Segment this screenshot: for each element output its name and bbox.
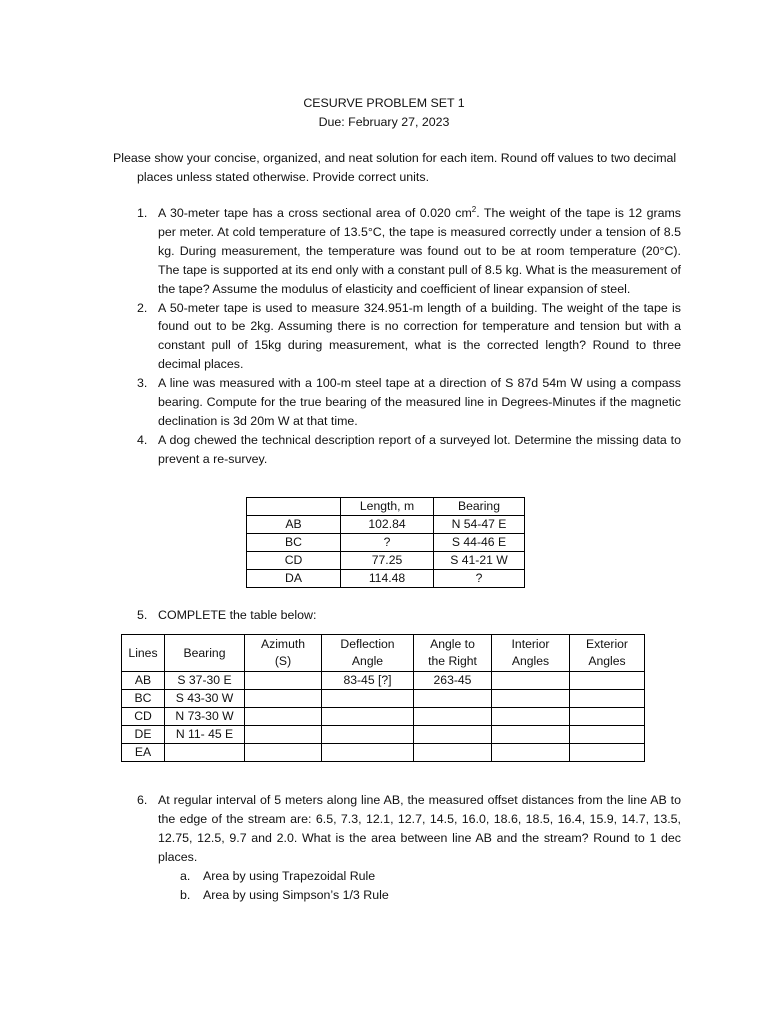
table-cell (492, 672, 570, 690)
subitem-label: a. (180, 868, 191, 883)
table-cell: S 43-30 W (165, 690, 245, 708)
problem-number: 1. (137, 206, 148, 220)
table-cell (245, 726, 322, 744)
problem-1 (113, 204, 681, 299)
table-cell (245, 690, 322, 708)
table-cell (414, 708, 492, 726)
table-cell: ? (341, 534, 434, 552)
table-row (122, 726, 645, 744)
table-row (247, 552, 525, 570)
table-cell (570, 726, 645, 744)
problem-number: 3. (137, 376, 148, 391)
table-cell (414, 744, 492, 762)
problem-text: COMPLETE the table below: (158, 608, 317, 622)
table-row (247, 570, 525, 588)
problem-6 (113, 791, 681, 867)
subitem-b (113, 886, 681, 905)
table-row (247, 516, 525, 534)
table-cell (414, 690, 492, 708)
problem-6-block (113, 791, 681, 904)
table-header-cell: Bearing (165, 635, 245, 672)
instructions-line-2: places unless stated otherwise. Provide correct units. (137, 169, 430, 184)
subitem-text: Area by using Simpson’s 1/3 Rule (203, 887, 389, 902)
table-header-row (122, 635, 645, 672)
table-cell (322, 708, 414, 726)
table-header-cell: Lines (122, 635, 165, 672)
table-row (122, 690, 645, 708)
problem-number: 5. (137, 608, 148, 622)
problem-list (113, 204, 681, 469)
table-cell (492, 708, 570, 726)
problem-text: A dog chewed the technical description report of a surveyed lot. Determine the missing data to prevent a re-survey. (158, 432, 681, 466)
table-cell (570, 672, 645, 690)
problem-text: At regular interval of 5 meters along line AB, the measured offset distances from the line AB to the edge of the stream are: 6.5, 7.3, 12.1, 12.7, 14.5, 16.0, 18.6, 18.5, 16.4, 15.9, 14.7, 13.5, 12.75, 12.5, 9.7 and 2.0. What is the area between line AB and the stream? Round to 1 dec places. (158, 793, 681, 864)
traverse-table (121, 634, 645, 762)
table-cell (570, 690, 645, 708)
document-title: CESURVE PROBLEM SET 1 (303, 96, 465, 110)
table-header-cell: Deflection Angle (322, 635, 414, 672)
problem-2 (113, 299, 681, 375)
table-cell: 77.25 (341, 552, 434, 570)
table-cell: 263-45 (414, 672, 492, 690)
table-row (122, 672, 645, 690)
table-cell: AB (122, 672, 165, 690)
table-row (247, 534, 525, 552)
table-header-cell (247, 498, 341, 516)
table-cell: ? (434, 570, 525, 588)
table-cell (492, 744, 570, 762)
table-cell: CD (247, 552, 341, 570)
table-cell: CD (122, 708, 165, 726)
table-cell (570, 744, 645, 762)
due-date: Due: February 27, 2023 (318, 115, 450, 129)
table-cell: EA (122, 744, 165, 762)
table-cell (165, 744, 245, 762)
problem-text: A 30-meter tape has a cross sectional area of 0.020 cm (158, 206, 472, 220)
problem-text-cont: . The weight of the tape is 12 grams per meter. At cold temperature of 13.5°C, the tape is measured correctly under a tension of 8.5 kg. During measurement, the temperature was found out to be at room temperature (20°C). The tape is supported at its end only with a constant pull of 8.5 kg. What is the measurement of the tape? Assume the modulus of elasticity and coefficient of linear expansion of steel. (158, 206, 681, 296)
subitem-text: Area by using Trapezoidal Rule (203, 868, 376, 883)
table-header-cell: Bearing (434, 498, 525, 516)
table-cell: N 54-47 E (434, 516, 525, 534)
problem-5 (113, 606, 316, 625)
problem-number: 2. (137, 300, 148, 315)
problem-number: 6. (137, 793, 148, 807)
table-cell (322, 690, 414, 708)
superscript: 2 (471, 204, 477, 214)
table-cell: 83-45 [?] (322, 672, 414, 690)
table-cell (414, 726, 492, 744)
subitem-a (113, 867, 681, 886)
table-cell (245, 672, 322, 690)
table-cell: N 11- 45 E (165, 726, 245, 744)
instructions (113, 149, 681, 187)
table-cell (322, 744, 414, 762)
document-header (0, 94, 768, 132)
subitem-label: b. (180, 887, 191, 902)
table-cell: N 73-30 W (165, 708, 245, 726)
table-header-cell: Length, m (341, 498, 434, 516)
table-header-row (247, 498, 525, 516)
table-header-cell: Angle to the Right (414, 635, 492, 672)
table-cell: DE (122, 726, 165, 744)
table-cell (245, 708, 322, 726)
table-cell: 102.84 (341, 516, 434, 534)
table-cell (492, 726, 570, 744)
lot-description-table (246, 497, 525, 588)
table-cell: S 44-46 E (434, 534, 525, 552)
table-cell: S 37-30 E (165, 672, 245, 690)
table-header-cell: Exterior Angles (570, 635, 645, 672)
table-row (122, 744, 645, 762)
table-cell: BC (247, 534, 341, 552)
table-row (122, 708, 645, 726)
problem-text: A line was measured with a 100-m steel tape at a direction of S 87d 54m W using a compass bearing. Compute for the true bearing of the measured line in Degrees-Minutes if the magnetic declination is 3d 20m W at that time. (158, 376, 681, 428)
problem-3 (113, 374, 681, 431)
table-cell (570, 708, 645, 726)
table-cell: BC (122, 690, 165, 708)
table-header-cell: Interior Angles (492, 635, 570, 672)
table-cell (322, 726, 414, 744)
problem-number: 4. (137, 432, 148, 447)
table-cell (492, 690, 570, 708)
problem-text: A 50-meter tape is used to measure 324.951-m length of a building. The weight of the tape is found out to be 2kg. Assuming there is no correction for temperature and tension but with a constant pull of 15kg during measurement, what is the corrected length? Round to three decimal places. (158, 300, 681, 372)
table-header-cell: Azimuth (S) (245, 635, 322, 672)
problem-4 (113, 431, 681, 469)
table-cell: AB (247, 516, 341, 534)
table-cell: 114.48 (341, 570, 434, 588)
table-cell: DA (247, 570, 341, 588)
instructions-line-1: Please show your concise, organized, and neat solution for each item. Round off values to two decimal (113, 151, 677, 165)
table-cell (245, 744, 322, 762)
table-cell: S 41-21 W (434, 552, 525, 570)
